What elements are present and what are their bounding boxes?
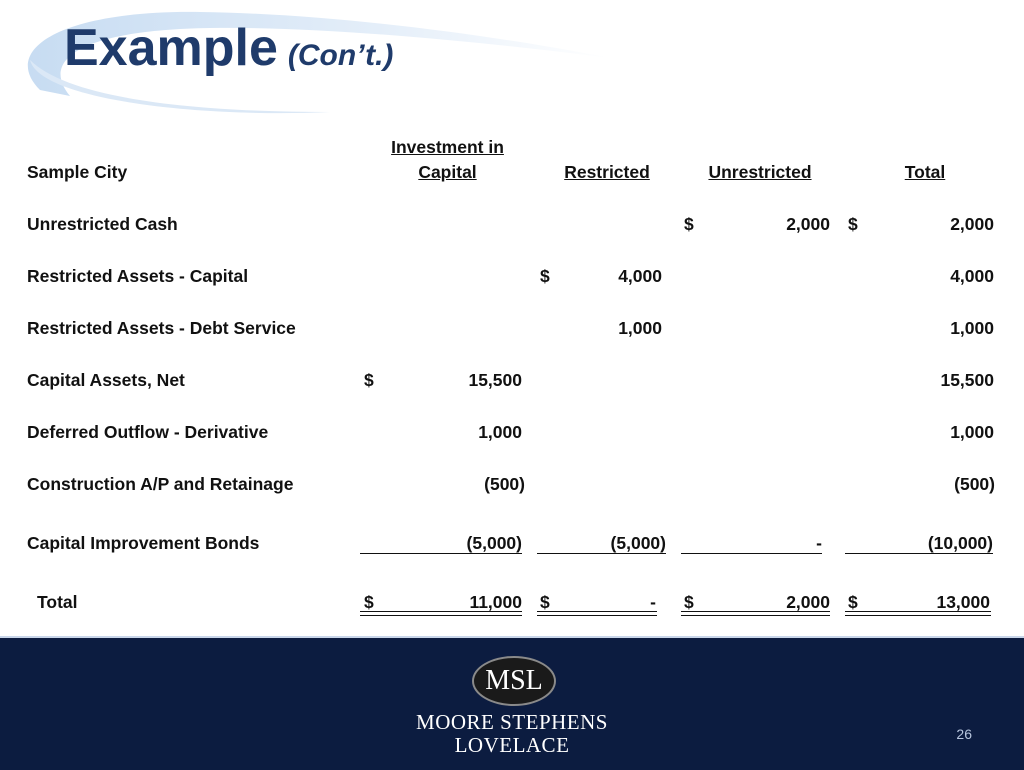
row-label: Capital Improvement Bonds (27, 533, 260, 553)
col-total-header: Total (904, 162, 946, 182)
cell-restricted: 4,000 (618, 266, 662, 286)
row-label: Deferred Outflow - Derivative (27, 422, 269, 442)
page-number: 26 (956, 726, 972, 742)
currency-symbol: $ (364, 370, 374, 390)
currency-symbol: $ (848, 214, 858, 234)
currency-symbol: $ (364, 592, 374, 612)
currency-symbol: $ (684, 214, 694, 234)
total-restricted: - (650, 592, 656, 612)
cell-investment: 15,500 (468, 370, 522, 390)
col-unrestricted-header: Unrestricted (708, 162, 812, 182)
subtotal-rule (845, 553, 993, 554)
cell-unrestricted: 2,000 (786, 214, 830, 234)
row-label: Construction A/P and Retainage (27, 474, 294, 494)
cell-investment: (500) (484, 474, 525, 494)
row-label: Capital Assets, Net (27, 370, 185, 390)
cell-restricted: (5,000) (610, 533, 666, 553)
col-investment-header-line2: Capital (418, 162, 477, 182)
total-double-rule (845, 611, 991, 616)
total-investment: 11,000 (469, 592, 522, 612)
row-label: Restricted Assets - Debt Service (27, 318, 296, 338)
cell-unrestricted: - (816, 533, 822, 553)
slide-title-main: Example (64, 19, 278, 77)
currency-symbol: $ (540, 266, 550, 286)
subtotal-rule (681, 553, 822, 554)
cell-restricted: 1,000 (618, 318, 662, 338)
entity-label: Sample City (27, 162, 128, 182)
currency-symbol: $ (848, 592, 858, 612)
slide-title (64, 19, 394, 77)
row-label: Unrestricted Cash (27, 214, 178, 234)
total-total: 13,000 (936, 592, 990, 612)
subtotal-rule (537, 553, 666, 554)
col-investment-header-line1: Investment in (391, 137, 504, 157)
cell-investment: 1,000 (478, 422, 522, 442)
total-unrestricted: 2,000 (786, 592, 830, 612)
total-double-rule (681, 611, 830, 616)
total-row-label: Total (37, 592, 78, 612)
footer-band (0, 636, 1024, 770)
cell-total: 1,000 (950, 318, 994, 338)
cell-total: 1,000 (950, 422, 994, 442)
total-double-rule (360, 611, 522, 616)
cell-total: 2,000 (950, 214, 994, 234)
subtotal-rule (360, 553, 522, 554)
company-logo: MSL (472, 656, 556, 706)
currency-symbol: $ (684, 592, 694, 612)
company-name-line2: LOVELACE (454, 733, 570, 757)
col-restricted-header: Restricted (564, 162, 650, 182)
cell-total: 4,000 (950, 266, 994, 286)
cell-total: (500) (954, 474, 995, 494)
row-label: Restricted Assets - Capital (27, 266, 249, 286)
cell-total: 15,500 (940, 370, 994, 390)
company-name-line1: MOORE STEPHENS (416, 710, 608, 734)
currency-symbol: $ (540, 592, 550, 612)
total-double-rule (537, 611, 657, 616)
slide-title-sub: (Con’t.) (287, 39, 394, 72)
cell-investment: (5,000) (466, 533, 522, 553)
cell-total: (10,000) (927, 533, 993, 553)
